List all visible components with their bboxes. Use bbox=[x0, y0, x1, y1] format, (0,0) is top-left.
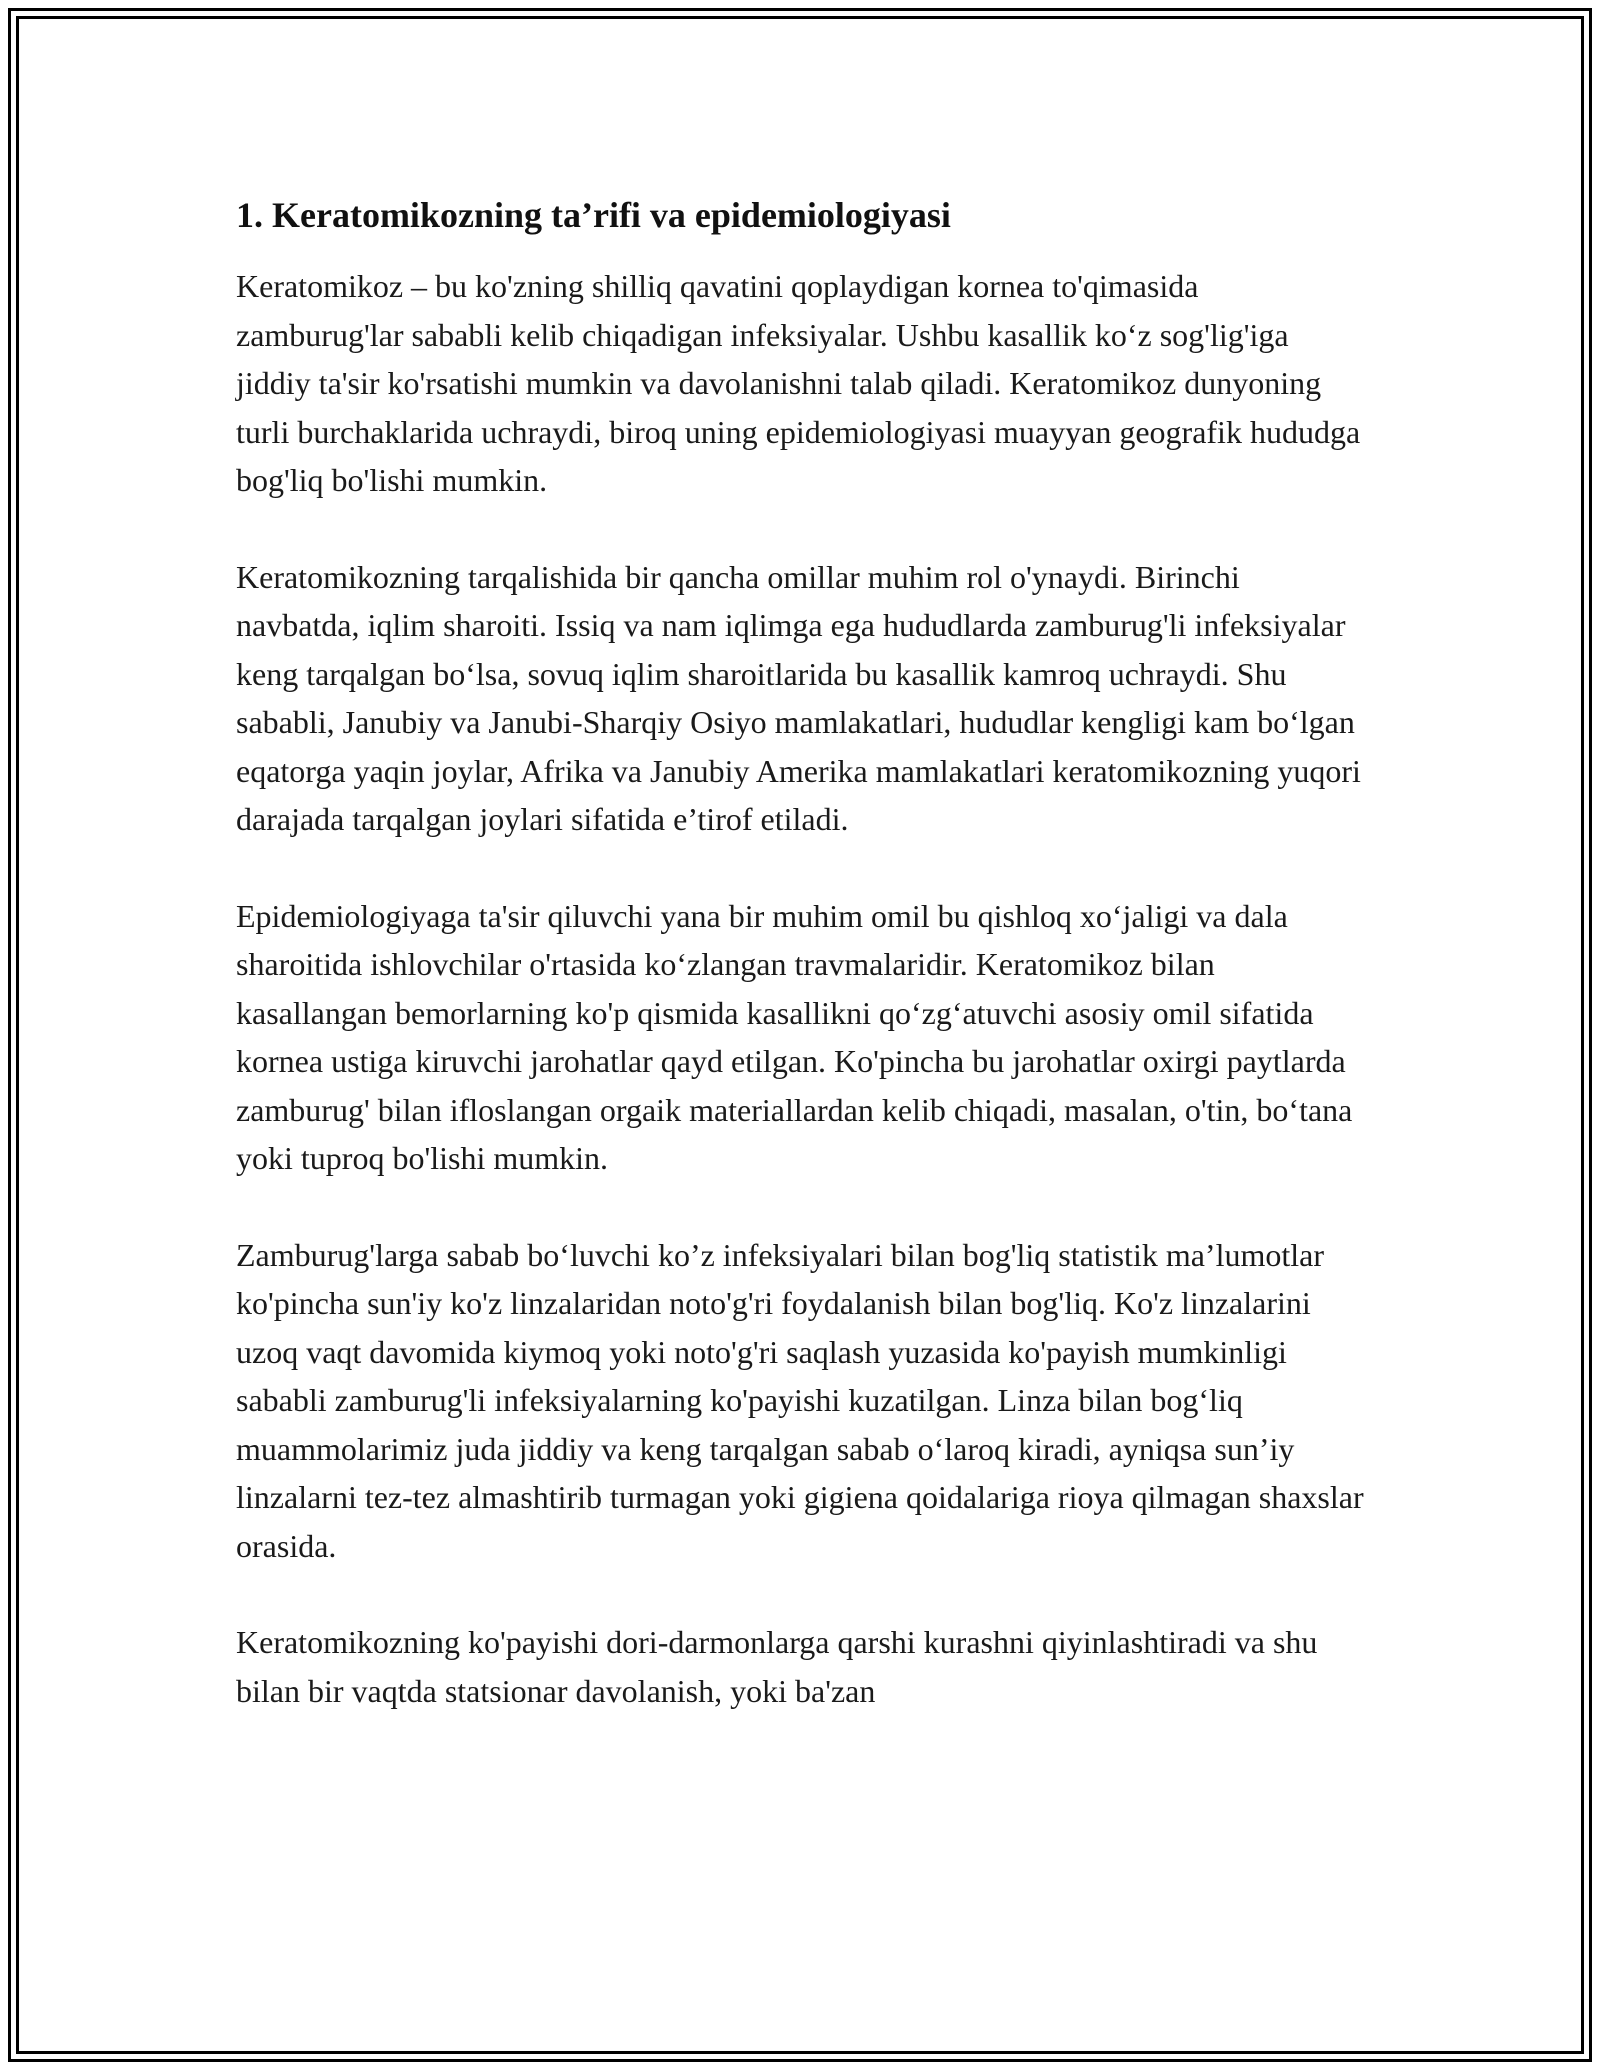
paragraph-contact-lenses: Zamburug'larga sabab bo‘luvchi ko’z infeksiyalari bilan bog'liq statistik ma’lumotlar ko'pincha sun'iy ko'z linzalaridan noto'g'ri foydalanish bilan bog'liq. Ko'z linzalarini uzoq vaqt davomida kiymoq yoki noto'g'ri saqlash yuzasida ko'payish mumkinligi sababli zamburug'li infeksiyalarning ko'payishi kuzatilgan. Linza bilan bog‘liq muammolarimiz juda jiddiy va keng tarqalgan sabab o‘laroq kiradi, ayniqsa sun’iy linzalarni tez-tez almashtirib turmagan yoki gigiena qoidalariga rioya qilmagan shaxslar orasida. bbox=[236, 1236, 1364, 1564]
section-heading: 1. Keratomikozning ta’rifi va epidemiologiyasi bbox=[236, 195, 951, 235]
paragraph-treatment-difficulty: Keratomikozning ko'payishi dori-darmonlarga qarshi kurashni qiyinlashtiradi va shu bilan bir vaqtda statsionar davolanish, yoki ba'zan bbox=[236, 1624, 1318, 1709]
paragraph-distribution-factors: Keratomikozning tarqalishida bir qancha omillar muhim rol o'ynaydi. Birinchi navbatda, iqlim sharoiti. Issiq va nam iqlimga ega hududlarda zamburug'li infeksiyalar keng tarqalgan bo‘lsa, sovuq iqlim sharoitlarida bu kasallik kamroq uchraydi. Shu sababli, Janubiy va Janubi-Sharqiy Osiyo mamlakatlari, hududlar kengligi kam bo‘lgan eqatorga yaqin joylar, Afrika va Janubiy Amerika mamlakatlari keratomikozning yuqori darajada tarqalgan joylari sifatida e’tirof etiladi. bbox=[236, 558, 1361, 837]
document-body bbox=[236, 190, 1366, 1763]
paragraph-definition: Keratomikoz – bu ko'zning shilliq qavatini qoplaydigan kornea to'qimasida zamburug'lar sababli kelib chiqadigan infeksiyalar. Ushbu kasallik ko‘z sog'lig'iga jiddiy ta'sir ko'rsatishi mumkin va davolanishni talab qiladi. Keratomikoz dunyoning turli burchaklarida uchraydi, biroq uning epidemiologiyasi muayyan geografik hududga bog'liq bo'lishi mumkin. bbox=[236, 268, 1361, 498]
paragraph-agricultural-trauma: Epidemiologiyaga ta'sir qiluvchi yana bir muhim omil bu qishloq xo‘jaligi va dala sharoitida ishlovchilar o'rtasida ko‘zlangan travmalaridir. Keratomikoz bilan kasallangan bemorlarning ko'p qismida kasallikni qo‘zg‘atuvchi asosiy omil sifatida kornea ustiga kiruvchi jarohatlar qayd etilgan. Ko'pincha bu jarohatlar oxirgi paytlarda zamburug' bilan ifloslangan orgaik materiallardan kelib chiqadi, masalan, o'tin, bo‘tana yoki tuproq bo'lishi mumkin. bbox=[236, 897, 1353, 1176]
